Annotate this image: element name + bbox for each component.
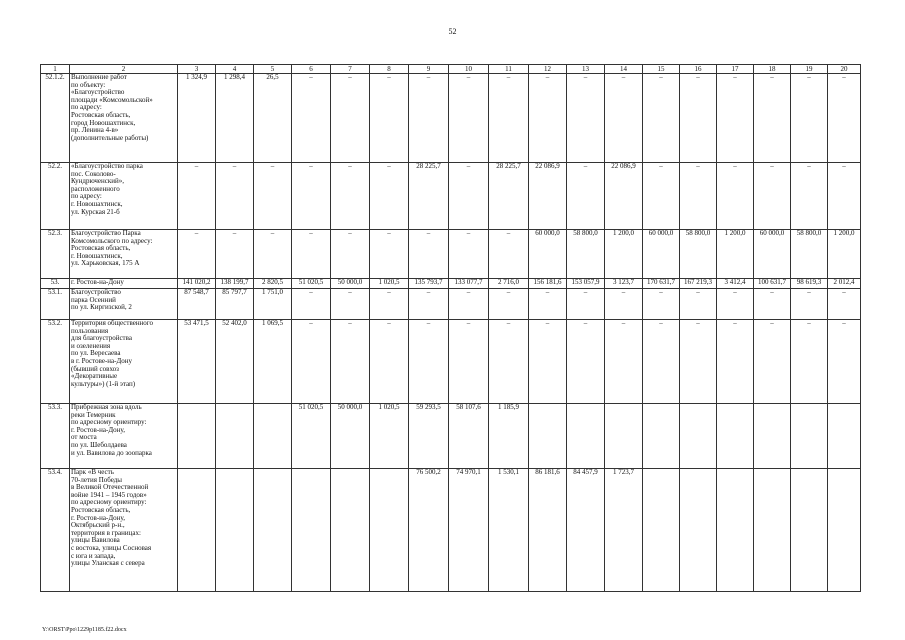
value-cell: – (717, 320, 754, 404)
value-cell: – (449, 289, 489, 320)
value-cell: – (754, 163, 791, 230)
value-cell: – (331, 289, 370, 320)
value-cell: – (828, 163, 861, 230)
value-cell (717, 469, 754, 592)
value-cell: – (828, 289, 861, 320)
row-number-cell: 53.1. (41, 289, 70, 320)
header-cell: 5 (254, 65, 292, 74)
value-cell: 58 800,0 (567, 230, 605, 279)
value-cell: – (605, 289, 643, 320)
value-cell (529, 404, 567, 469)
header-cell: 10 (449, 65, 489, 74)
value-cell: – (529, 74, 567, 163)
value-cell: 167 219,3 (680, 279, 717, 289)
value-cell: 2 820,5 (254, 279, 292, 289)
value-cell (643, 404, 680, 469)
value-cell: – (529, 320, 567, 404)
value-cell: – (643, 163, 680, 230)
value-cell: 58 107,6 (449, 404, 489, 469)
row-number-cell: 52.2. (41, 163, 70, 230)
row-number-cell: 52.3. (41, 230, 70, 279)
value-cell: 53 471,5 (178, 320, 216, 404)
value-cell: – (370, 74, 409, 163)
value-cell: – (680, 289, 717, 320)
header-row (41, 65, 861, 74)
value-cell: – (791, 163, 828, 230)
value-cell: – (680, 74, 717, 163)
value-cell: – (409, 74, 449, 163)
value-cell: 1 069,5 (254, 320, 292, 404)
value-cell (643, 469, 680, 592)
value-cell: – (409, 289, 449, 320)
value-cell: 98 619,3 (791, 279, 828, 289)
value-cell (216, 469, 254, 592)
value-cell: – (489, 74, 529, 163)
header-cell: 11 (489, 65, 529, 74)
value-cell: 87 548,7 (178, 289, 216, 320)
value-cell: 28 225,7 (489, 163, 529, 230)
value-cell: 28 225,7 (409, 163, 449, 230)
value-cell: 22 086,9 (605, 163, 643, 230)
header-cell: 17 (717, 65, 754, 74)
header-cell: 8 (370, 65, 409, 74)
value-cell: – (567, 320, 605, 404)
header-cell: 14 (605, 65, 643, 74)
value-cell: – (754, 320, 791, 404)
value-cell: – (605, 74, 643, 163)
table-row (41, 320, 861, 404)
value-cell (680, 469, 717, 592)
table-row (41, 404, 861, 469)
value-cell (178, 469, 216, 592)
value-cell (717, 404, 754, 469)
value-cell: – (292, 320, 331, 404)
value-cell: – (370, 320, 409, 404)
value-cell: – (331, 74, 370, 163)
value-cell: – (643, 320, 680, 404)
header-cell: 1 (41, 65, 70, 74)
value-cell: 59 293,5 (409, 404, 449, 469)
value-cell (216, 404, 254, 469)
value-cell: 1 020,5 (370, 404, 409, 469)
value-cell: – (254, 230, 292, 279)
table-row (41, 279, 861, 289)
value-cell: 3 412,4 (717, 279, 754, 289)
value-cell: – (828, 320, 861, 404)
header-cell: 19 (791, 65, 828, 74)
value-cell: 1 200,0 (605, 230, 643, 279)
value-cell: – (292, 289, 331, 320)
value-cell: 2 012,4 (828, 279, 861, 289)
value-cell: 156 181,6 (529, 279, 567, 289)
value-cell: 153 057,9 (567, 279, 605, 289)
value-cell: 100 631,7 (754, 279, 791, 289)
value-cell (567, 404, 605, 469)
header-cell: 2 (70, 65, 178, 74)
value-cell: – (680, 163, 717, 230)
page-number: 52 (448, 27, 457, 36)
object-name-cell: Территория общественного пользования для благоустройства и озеленения по ул. Вересаева в г. Ростове-на-Дону (бывший совхоз «Декоративные культуры») (1-й этап) (70, 320, 178, 404)
table-row (41, 469, 861, 592)
value-cell (828, 404, 861, 469)
value-cell: – (717, 289, 754, 320)
value-cell: – (409, 320, 449, 404)
value-cell: – (567, 163, 605, 230)
value-cell: – (754, 289, 791, 320)
header-cell: 12 (529, 65, 567, 74)
value-cell: 52 402,0 (216, 320, 254, 404)
value-cell: 85 797,7 (216, 289, 254, 320)
budget-table (40, 64, 861, 592)
value-cell: 1 324,9 (178, 74, 216, 163)
row-number-cell: 52.1.2. (41, 74, 70, 163)
header-cell: 18 (754, 65, 791, 74)
value-cell (178, 404, 216, 469)
value-cell (754, 404, 791, 469)
value-cell: 138 199,7 (216, 279, 254, 289)
value-cell: 84 457,9 (567, 469, 605, 592)
value-cell: 58 800,0 (791, 230, 828, 279)
value-cell: – (370, 289, 409, 320)
value-cell: – (791, 74, 828, 163)
value-cell: – (449, 163, 489, 230)
value-cell: 60 000,0 (529, 230, 567, 279)
value-cell (331, 469, 370, 592)
value-cell: – (605, 320, 643, 404)
value-cell: 51 020,5 (292, 279, 331, 289)
row-number-cell: 53. (41, 279, 70, 289)
value-cell: 26,5 (254, 74, 292, 163)
value-cell: – (292, 74, 331, 163)
value-cell: – (489, 230, 529, 279)
row-number-cell: 53.2. (41, 320, 70, 404)
value-cell: – (828, 74, 861, 163)
object-name-cell: Прибрежная зона вдоль реки Темерник по адресному ориентиру: г. Ростов-на-Дону, от моста по ул. Шеболдаева и ул. Вавилова до зоопарка (70, 404, 178, 469)
value-cell: – (717, 74, 754, 163)
value-cell: 51 020,5 (292, 404, 331, 469)
header-cell: 3 (178, 65, 216, 74)
value-cell: – (643, 74, 680, 163)
header-cell: 15 (643, 65, 680, 74)
value-cell: – (754, 74, 791, 163)
value-cell: 58 800,0 (680, 230, 717, 279)
value-cell: – (791, 320, 828, 404)
table-row (41, 230, 861, 279)
value-cell: 60 000,0 (754, 230, 791, 279)
value-cell (292, 469, 331, 592)
table-row (41, 163, 861, 230)
object-name-cell: г. Ростов-на-Дону (70, 279, 178, 289)
value-cell: 1 723,7 (605, 469, 643, 592)
header-cell: 7 (331, 65, 370, 74)
value-cell: 1 751,0 (254, 289, 292, 320)
value-cell: – (370, 163, 409, 230)
value-cell: 1 200,0 (828, 230, 861, 279)
value-cell (680, 404, 717, 469)
value-cell: 141 020,2 (178, 279, 216, 289)
value-cell: – (216, 230, 254, 279)
value-cell: – (449, 230, 489, 279)
value-cell: 2 716,0 (489, 279, 529, 289)
header-cell: 20 (828, 65, 861, 74)
value-cell (370, 469, 409, 592)
value-cell: 1 020,5 (370, 279, 409, 289)
value-cell: – (489, 289, 529, 320)
value-cell: 50 000,0 (331, 279, 370, 289)
object-name-cell: Благоустройство Парка Комсомольского по адресу: Ростовская область, г. Новошахтинск, ул. Харьковская, 175 А (70, 230, 178, 279)
value-cell: – (680, 320, 717, 404)
value-cell: – (331, 230, 370, 279)
value-cell: 135 793,7 (409, 279, 449, 289)
value-cell: – (567, 289, 605, 320)
value-cell: – (567, 74, 605, 163)
value-cell: 60 000,0 (643, 230, 680, 279)
value-cell: – (529, 289, 567, 320)
object-name-cell: «Благоустройство парка пос. Соколово- Кундрюченский», расположенного по адресу: г. Новошахтинск, ул. Курская 21-б (70, 163, 178, 230)
header-cell: 16 (680, 65, 717, 74)
object-name-cell: Благоустройство парка Осенний по ул. Киргизской, 2 (70, 289, 178, 320)
value-cell: – (370, 230, 409, 279)
value-cell: 74 970,1 (449, 469, 489, 592)
row-number-cell: 53.3. (41, 404, 70, 469)
value-cell: – (178, 163, 216, 230)
header-cell: 13 (567, 65, 605, 74)
value-cell (754, 469, 791, 592)
value-cell: 170 631,7 (643, 279, 680, 289)
value-cell: – (331, 163, 370, 230)
value-cell: – (643, 289, 680, 320)
value-cell: – (489, 320, 529, 404)
value-cell: – (791, 289, 828, 320)
header-cell: 6 (292, 65, 331, 74)
file-path-footer: Y:\ORST\Ppo\1229p1185.f22.docx (42, 627, 127, 633)
value-cell: – (178, 230, 216, 279)
header-cell: 9 (409, 65, 449, 74)
value-cell: 76 500,2 (409, 469, 449, 592)
value-cell: 133 077,7 (449, 279, 489, 289)
object-name-cell: Выполнение работ по объекту: «Благоустройство площади «Комсомольской» по адресу: Ростовская область, город Новошахтинск, пр. Ленина 4-в» (дополнительные работы) (70, 74, 178, 163)
value-cell: – (216, 163, 254, 230)
value-cell: 1 200,0 (717, 230, 754, 279)
value-cell: 86 181,6 (529, 469, 567, 592)
object-name-cell: Парк «В честь 70-летия Победы в Великой Отечественной войне 1941 – 1945 годов» по адресному ориентиру: Ростовская область, г. Ростов-на-Дону, Октябрьский р-н., территория в границах: улицы Вавилова с востока, улицы Сосновая с юга и запада, улицы Уланская с севера (70, 469, 178, 592)
header-cell: 4 (216, 65, 254, 74)
value-cell: – (292, 163, 331, 230)
row-number-cell: 53.4. (41, 469, 70, 592)
value-cell: – (292, 230, 331, 279)
value-cell: – (449, 320, 489, 404)
table-row (41, 74, 861, 163)
value-cell: – (254, 163, 292, 230)
value-cell: – (331, 320, 370, 404)
value-cell: 3 123,7 (605, 279, 643, 289)
value-cell: 22 086,9 (529, 163, 567, 230)
value-cell (254, 404, 292, 469)
value-cell: – (717, 163, 754, 230)
value-cell: 1 298,4 (216, 74, 254, 163)
table-row (41, 289, 861, 320)
value-cell (828, 469, 861, 592)
value-cell (791, 469, 828, 592)
value-cell: – (409, 230, 449, 279)
value-cell (254, 469, 292, 592)
value-cell (791, 404, 828, 469)
value-cell: 50 000,0 (331, 404, 370, 469)
value-cell: 1 530,1 (489, 469, 529, 592)
value-cell: – (449, 74, 489, 163)
value-cell: 1 185,9 (489, 404, 529, 469)
value-cell (605, 404, 643, 469)
